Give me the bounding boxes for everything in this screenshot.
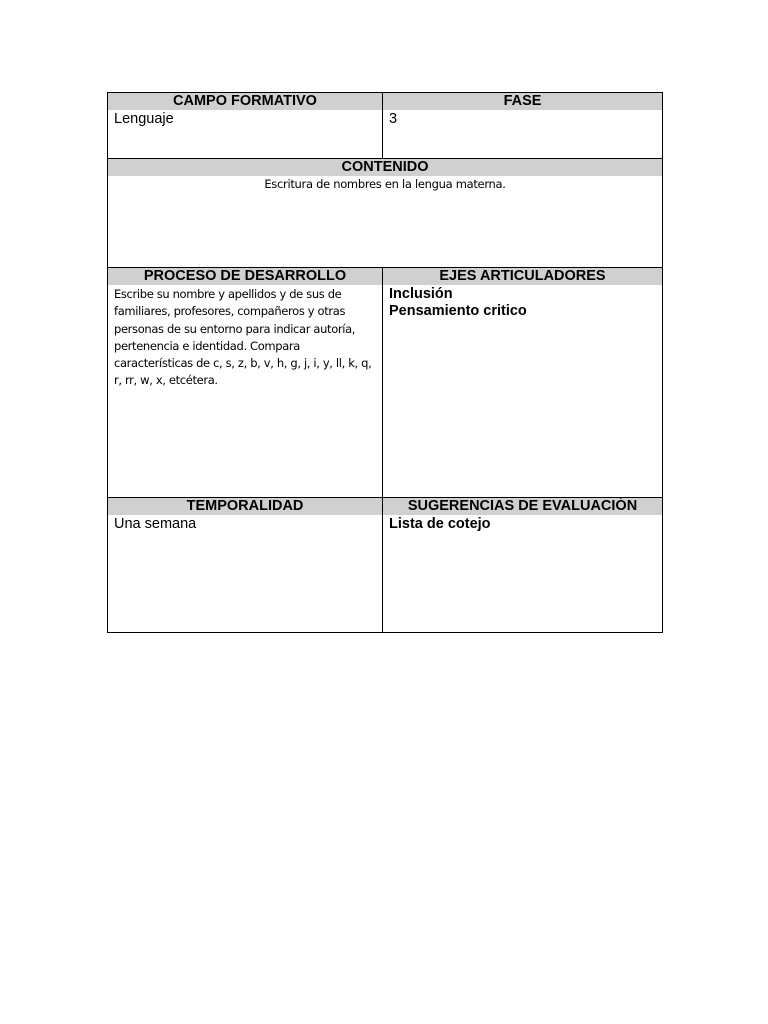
- sugerencias-evaluacion-value: Lista de cotejo: [389, 516, 491, 532]
- ejes-articuladores-cell: [383, 268, 663, 498]
- fase-header: FASE: [383, 93, 662, 110]
- temporalidad-value: Una semana: [114, 516, 197, 532]
- proceso-desarrollo-cell: [108, 268, 383, 498]
- ejes-articuladores-header: EJES ARTICULADORES: [383, 268, 662, 285]
- planning-table: [107, 92, 663, 633]
- ejes-articuladores-list: [383, 285, 662, 320]
- contenido-value: Escritura de nombres en la lengua materna.: [264, 177, 506, 191]
- temporalidad-header: TEMPORALIDAD: [108, 498, 382, 515]
- temporalidad-cell: [108, 498, 383, 633]
- eje-item: Inclusión: [389, 286, 453, 302]
- proceso-desarrollo-header: PROCESO DE DESARROLLO: [108, 268, 382, 285]
- proceso-line: Escribe su nombre y apellidos y de sus de: [114, 287, 342, 301]
- fase-cell: [383, 93, 663, 159]
- row-proceso-ejes: [108, 268, 663, 498]
- campo-formativo-header: CAMPO FORMATIVO: [108, 93, 382, 110]
- proceso-line: personas de su entorno para indicar autoría,: [114, 321, 356, 336]
- campo-formativo-value: Lenguaje: [114, 111, 174, 127]
- row-campo-fase: [108, 93, 663, 159]
- sugerencias-evaluacion-cell: [383, 498, 663, 633]
- campo-formativo-cell: [108, 93, 383, 159]
- contenido-header: CONTENIDO: [108, 159, 662, 176]
- proceso-desarrollo-text: [108, 285, 382, 390]
- proceso-line: pertenencia e identidad. Compara: [114, 338, 301, 353]
- contenido-cell: [108, 159, 663, 268]
- eje-item: Pensamiento critico: [389, 303, 527, 319]
- sugerencias-evaluacion-header: SUGERENCIAS DE EVALUACIÓN: [383, 498, 662, 515]
- proceso-line: familiares, profesores, compañeros y otras: [114, 304, 346, 319]
- proceso-line: características de c, s, z, b, v, h, g, j, i, y, ll, k, q,: [114, 356, 372, 371]
- fase-value: 3: [389, 111, 398, 127]
- row-temporalidad-sugerencias: [108, 498, 663, 633]
- proceso-line: r, rr, w, x, etcétera.: [114, 373, 218, 388]
- row-contenido: [108, 159, 663, 268]
